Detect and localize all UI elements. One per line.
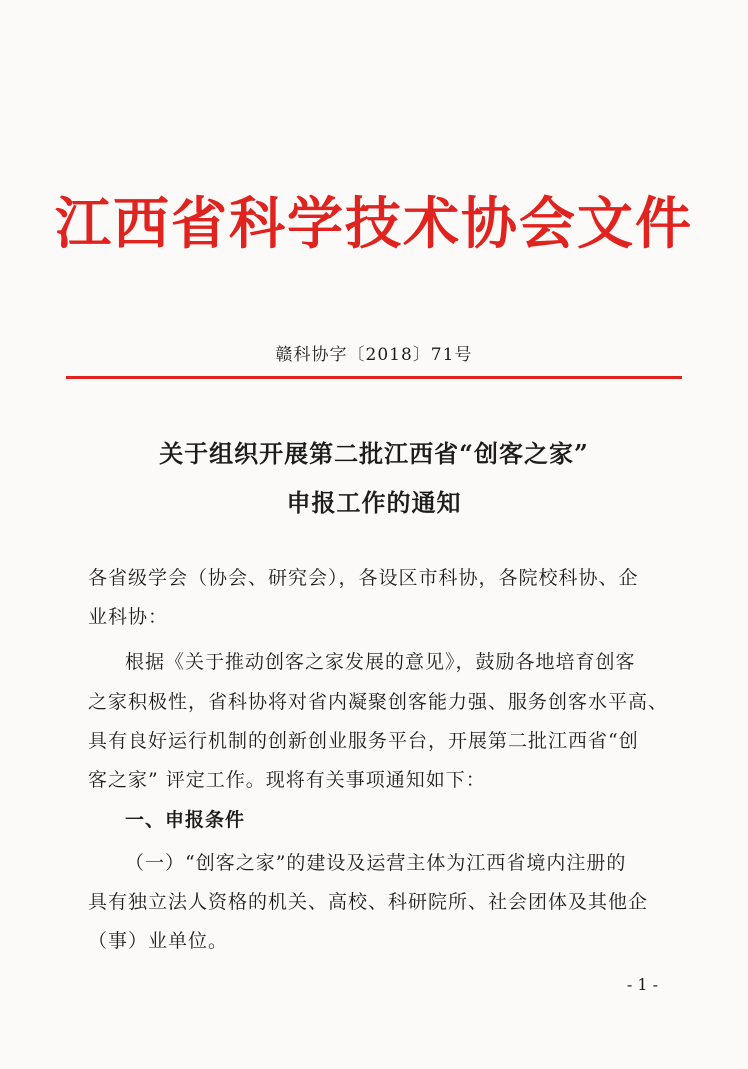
paragraph-line: 客之家” 评定工作。现将有关事项通知如下： — [88, 769, 486, 791]
item-line: 具有独立法人资格的机关、高校、科研院所、社会团体及其他企 — [88, 891, 649, 913]
item-line: （一）“创客之家”的建设及运营主体为江西省境内注册的 — [125, 852, 627, 874]
addressee-line1: 各省级学会（协会、研究会），各设区市科协，各院校科协、企 — [88, 567, 639, 589]
paragraph-line: 根据《关于推动创客之家发展的意见》，鼓励各地培育创客 — [125, 651, 636, 673]
section-heading: 一、申报条件 — [125, 809, 246, 831]
paragraph-line: 之家积极性，省科协将对省内凝聚创客能力强、服务创客水平高、 — [88, 691, 669, 713]
document-number: 赣科协字〔2018〕71号 — [275, 345, 473, 365]
page-number: - 1 - — [626, 975, 658, 994]
notice-title-line2: 申报工作的通知 — [286, 488, 462, 517]
notice-title-line1: 关于组织开展第二批江西省“创客之家” — [159, 439, 589, 468]
red-divider — [66, 376, 682, 379]
item-line: （事）业单位。 — [88, 930, 229, 952]
addressee-line2: 业科协： — [88, 606, 169, 628]
paragraph-line: 具有良好运行机制的创新创业服务平台，开展第二批江西省“创 — [88, 730, 639, 752]
org-header-title: 江西省科学技术协会文件 — [55, 191, 693, 257]
